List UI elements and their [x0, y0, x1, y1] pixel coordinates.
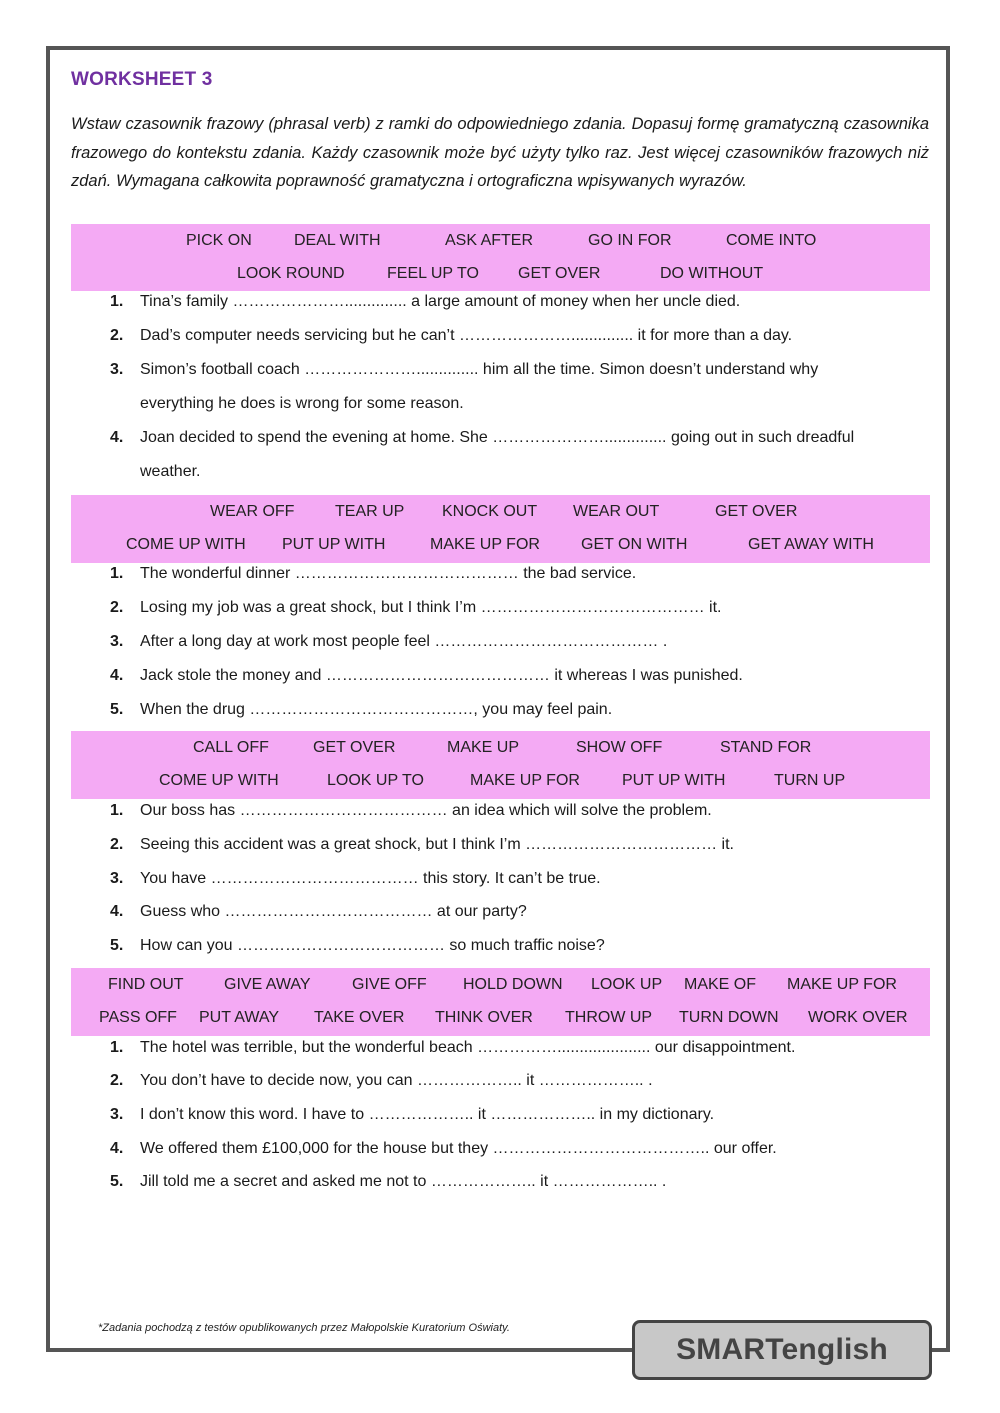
exercise-item: 3. I don’t know this word. I have to ……………….. it ……………….. in my dictionary.	[110, 1106, 715, 1123]
phrasal-verb: GET OVER	[715, 503, 798, 520]
phrasal-verb: LOOK UP TO	[327, 772, 424, 789]
exercise-item: 1. The wonderful dinner …………………………………… the bad service.	[110, 565, 637, 582]
exercise-item: 4. Guess who ………………………………… at our party?	[110, 903, 527, 920]
word-box-1	[71, 224, 930, 291]
phrasal-verb: THROW UP	[565, 1009, 653, 1026]
exercise-item: 2. Dad’s computer needs servicing but he can’t ………………….............. it for more than a day.	[110, 327, 793, 344]
phrasal-verb: ASK AFTER	[445, 232, 534, 249]
phrasal-verb: PUT AWAY	[199, 1009, 280, 1026]
phrasal-verb: COME UP WITH	[126, 536, 246, 553]
phrasal-verb: KNOCK OUT	[442, 503, 538, 520]
phrasal-verb: HOLD DOWN	[463, 976, 563, 993]
footnote: *Zadania pochodzą z testów opublikowanych przez Małopolskie Kuratorium Oświaty.	[98, 1322, 510, 1334]
phrasal-verb: GET AWAY WITH	[748, 536, 874, 553]
phrasal-verb: TEAR UP	[335, 503, 405, 520]
phrasal-verb: PUT UP WITH	[622, 772, 726, 789]
phrasal-verb: GET OVER	[518, 265, 601, 282]
phrasal-verb: GET ON WITH	[581, 536, 688, 553]
exercise-item: 4. We offered them £100,000 for the house but they ………………………………….. our offer.	[110, 1140, 777, 1157]
phrasal-verb: SHOW OFF	[576, 739, 663, 756]
phrasal-verb: MAKE UP FOR	[470, 772, 580, 789]
word-box-4	[71, 968, 930, 1036]
phrasal-verb: LOOK UP	[591, 976, 663, 993]
exercise-item: 1. The hotel was terrible, but the wonderful beach ……………..................... our disappointment.	[110, 1039, 796, 1056]
exercise-item: 4. Joan decided to spend the evening at home. She ………………….............. going out in such dreadful	[110, 429, 855, 446]
word-box-row	[71, 968, 930, 1001]
phrasal-verb: WEAR OFF	[210, 503, 295, 520]
word-box-row	[71, 731, 930, 764]
exercise-item-continuation: everything he does is wrong for some reason.	[140, 395, 464, 412]
phrasal-verb: MAKE UP FOR	[787, 976, 897, 993]
word-box-row	[71, 764, 930, 797]
phrasal-verb: STAND FOR	[720, 739, 812, 756]
phrasal-verb: COME UP WITH	[159, 772, 279, 789]
phrasal-verb: TAKE OVER	[314, 1009, 405, 1026]
phrasal-verb: DO WITHOUT	[660, 265, 764, 282]
phrasal-verb: MAKE UP FOR	[430, 536, 540, 553]
phrasal-verb: DEAL WITH	[294, 232, 381, 249]
instructions: Wstaw czasownik frazowy (phrasal verb) z ramki do odpowiedniego zdania. Dopasuj formę gramatyczną czasownika frazowego do kontekstu zdania. Każdy czasownik może być użyty tylko raz. Jest więcej czasowników frazowych niż zdań. Wymagana całkowita poprawność gramatyczna i ortograficzna wpisywanych wyrazów.	[71, 115, 929, 190]
phrasal-verb: WEAR OUT	[573, 503, 660, 520]
phrasal-verb: GET OVER	[313, 739, 396, 756]
phrasal-verb: LOOK ROUND	[237, 265, 345, 282]
exercise-item: 2. Seeing this accident was a great shock, but I think I’m ……………………………… it.	[110, 836, 734, 853]
exercise-item: 3. You have ………………………………… this story. It can’t be true.	[110, 870, 601, 887]
page-title: WORKSHEET 3	[71, 69, 213, 90]
phrasal-verb: GIVE AWAY	[224, 976, 311, 993]
phrasal-verb: FEEL UP TO	[387, 265, 479, 282]
exercise-item: 2. You don’t have to decide now, you can ……………….. it ……………….. .	[110, 1072, 653, 1089]
exercise-item: 2. Losing my job was a great shock, but I think I’m …………………………………… it.	[110, 599, 722, 616]
exercise-item: 4. Jack stole the money and …………………………………… it whereas I was punished.	[110, 667, 743, 684]
exercise-item: 5. How can you ………………………………… so much traffic noise?	[110, 937, 605, 954]
exercise-item: 1. Our boss has ………………………………… an idea which will solve the problem.	[110, 802, 712, 819]
phrasal-verb: TURN UP	[774, 772, 846, 789]
exercise-item: 3. After a long day at work most people feel …………………………………… .	[110, 633, 668, 650]
word-box-row	[71, 495, 930, 528]
exercise-item: 5. When the drug ……………………………………, you may feel pain.	[110, 701, 613, 718]
phrasal-verb: PICK ON	[186, 232, 252, 249]
phrasal-verb: THINK OVER	[435, 1009, 533, 1026]
phrasal-verb: WORK OVER	[808, 1009, 908, 1026]
word-box-3	[71, 731, 930, 799]
phrasal-verb: FIND OUT	[108, 976, 184, 993]
word-box-row	[71, 1001, 930, 1034]
phrasal-verb: PUT UP WITH	[282, 536, 386, 553]
word-box-row	[71, 224, 930, 257]
phrasal-verb: COME INTO	[726, 232, 817, 249]
exercise-item: 5. Jill told me a secret and asked me not to ……………….. it ……………….. .	[110, 1173, 667, 1190]
phrasal-verb: TURN DOWN	[679, 1009, 779, 1026]
brand-logo: SMARTenglish	[632, 1320, 932, 1380]
phrasal-verb: CALL OFF	[193, 739, 269, 756]
phrasal-verb: MAKE OF	[684, 976, 757, 993]
phrasal-verb: GO IN FOR	[588, 232, 672, 249]
phrasal-verb: MAKE UP	[447, 739, 520, 756]
word-box-2	[71, 495, 930, 563]
exercise-item-continuation: weather.	[140, 463, 201, 480]
exercise-item: 1. Tina’s family ………………….............. a large amount of money when her uncle died.	[110, 293, 741, 310]
phrasal-verb: PASS OFF	[99, 1009, 177, 1026]
phrasal-verb: GIVE OFF	[352, 976, 427, 993]
exercise-item: 3. Simon’s football coach ………………….............. him all the time. Simon doesn’t understand why	[110, 361, 819, 378]
